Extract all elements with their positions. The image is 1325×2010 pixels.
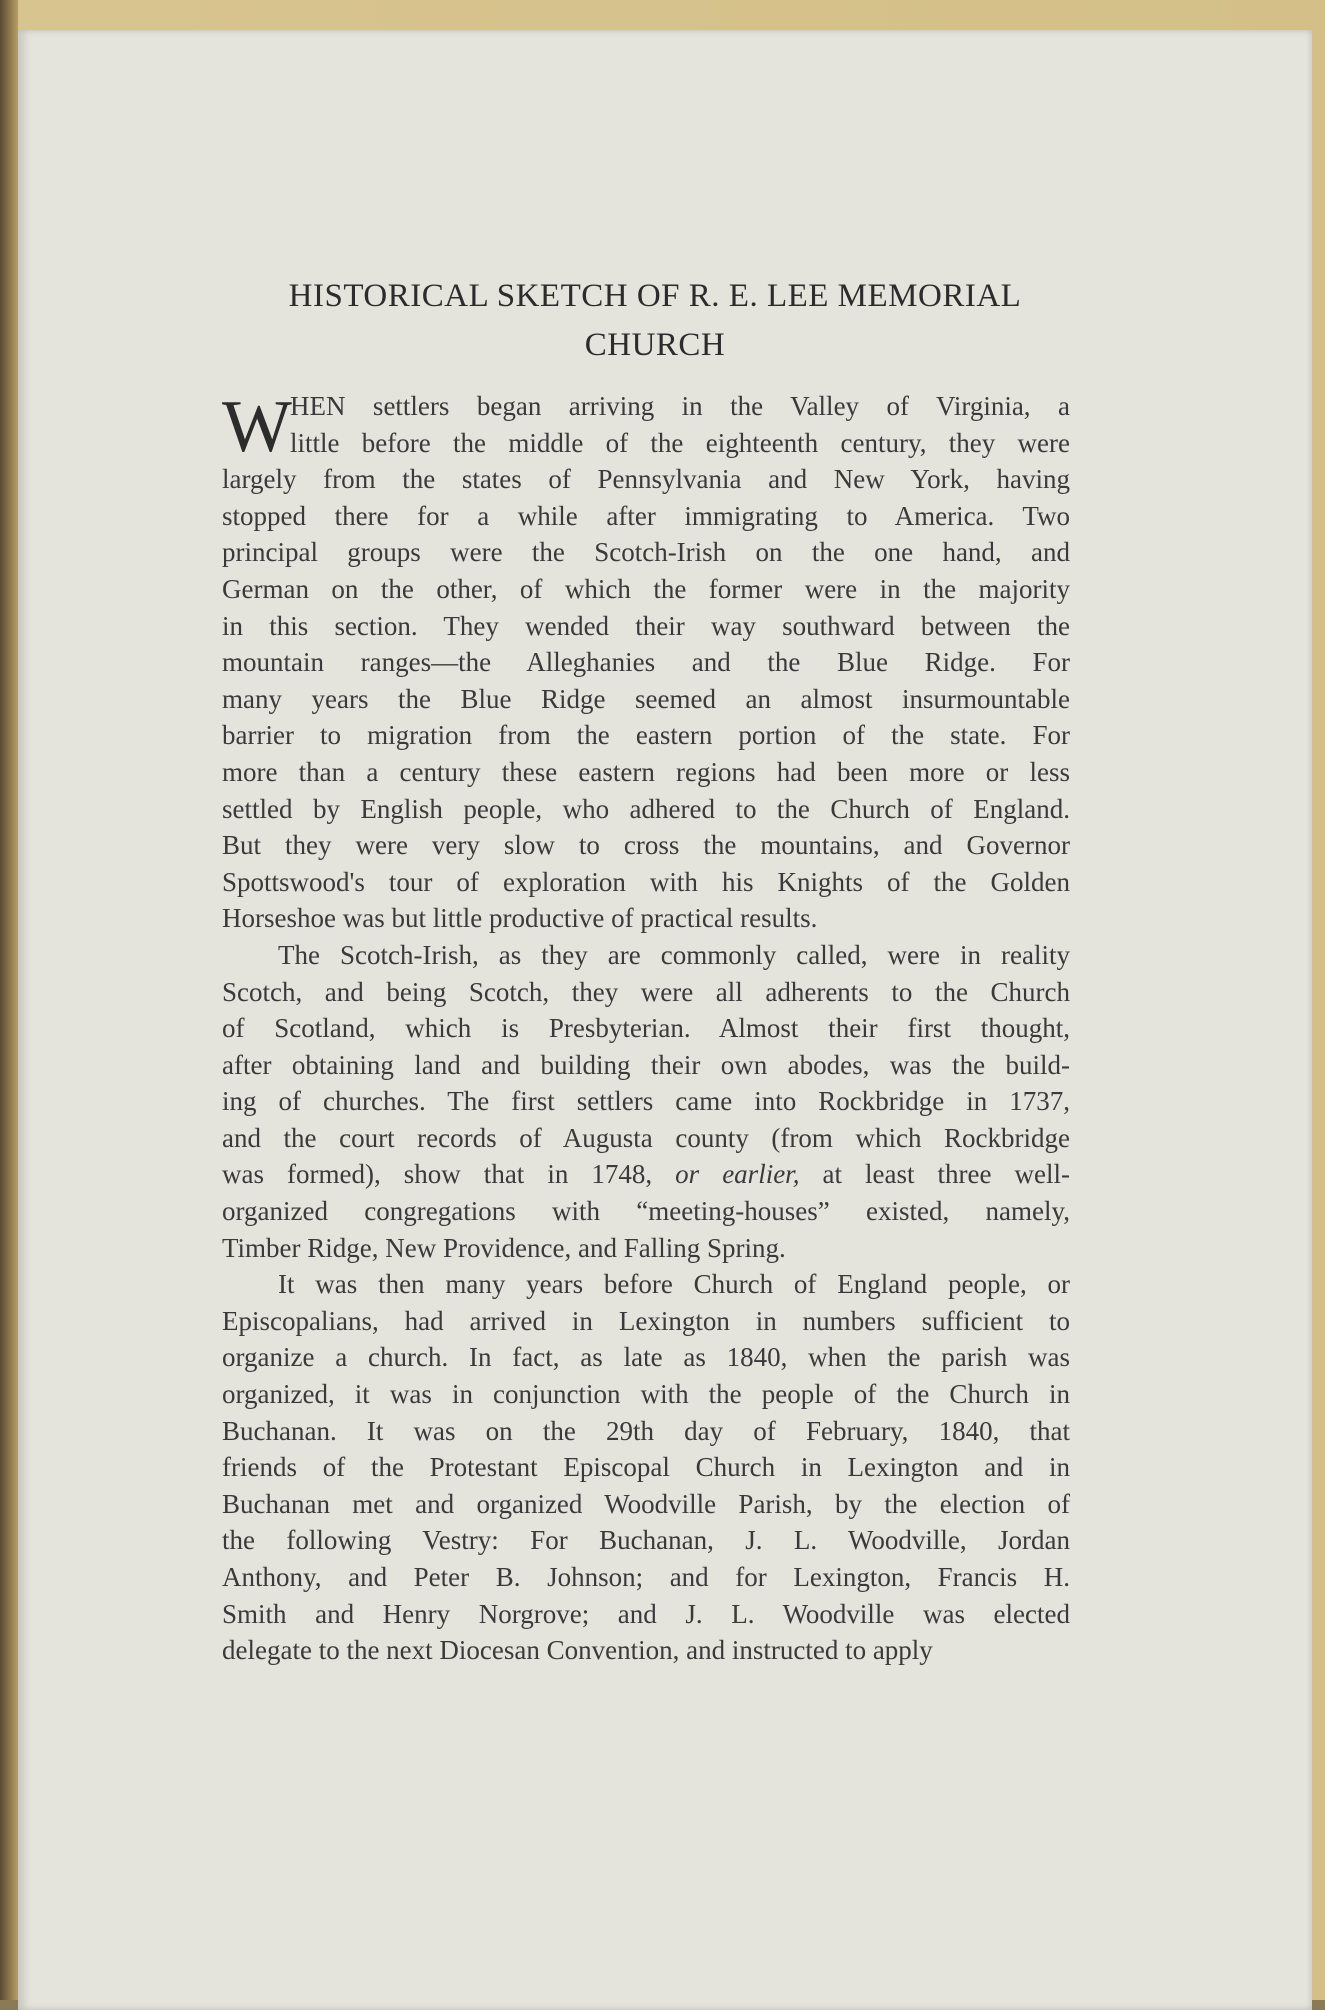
article-body [222,388,1070,1669]
text-line: Horseshoe was but little productive of practical results. [222,903,818,934]
text-line: stopped there for a while after immigrating to America. Two [222,500,1070,531]
text-line: Anthony, and Peter B. Johnson; and for Lexington, Francis H. [222,1562,1070,1592]
page-title: HISTORICAL SKETCH OF R. E. LEE MEMORIAL [288,278,1022,314]
text-line: largely from the states of Pennsylvania and New York, having [222,464,1070,495]
text-line: German on the other, of which the former were in the majority [222,573,1070,604]
text-line: settled by English people, who adhered to the Church of England. [222,793,1070,824]
text-line: organize a church. In fact, as late as 1840, when the parish was [222,1342,1070,1373]
page-title-continued: CHURCH [584,327,726,363]
text-line: the following Vestry: For Buchanan, J. L. Woodville, Jordan [222,1525,1070,1556]
text-line: more than a century these eastern regions had been more or less [222,756,1070,787]
text-line: organized, it was in conjunction with the people of the Church in [222,1379,1070,1410]
text-line: Episcopalians, had arrived in Lexington in numbers sufficient to [222,1305,1070,1336]
text-segment: was formed), show that in 1748, [222,1159,676,1190]
text-line: Timber Ridge, New Providence, and Falling Spring. [222,1232,786,1263]
text-line: Spottswood's tour of exploration with his Knights of the Golden [222,866,1070,897]
text-line: mountain ranges—the Alleghanies and the Blue Ridge. For [222,647,1070,678]
text-line: HEN settlers began arriving in the Valley of Virginia, a [290,391,1070,421]
text-line: barrier to migration from the eastern portion of the state. For [222,720,1070,751]
book-spine [0,0,18,2000]
text-segment: at least three well- [799,1159,1070,1190]
text-line: Smith and Henry Norgrove; and J. L. Woodville was elected [222,1598,1070,1629]
text-line: organized congregations with “meeting-houses” existed, namely, [222,1196,1070,1227]
italic-phrase: or earlier, [675,1159,800,1190]
text-line: delegate to the next Diocesan Convention, and instructed to apply [222,1635,933,1666]
text-line: The Scotch-Irish, as they are commonly called, were in reality [278,939,1070,970]
text-line: ing of churches. The first settlers came into Rockbridge in 1737, [222,1086,1070,1117]
text-line: and the court records of Augusta county (from which Rockbridge [222,1122,1070,1153]
text-line: Buchanan met and organized Woodville Parish, by the election of [222,1488,1070,1519]
text-line: little before the middle of the eighteenth century, they were [290,427,1070,458]
text-line: many years the Blue Ridge seemed an almost insurmountable [222,683,1070,714]
text-line: Scotch, and being Scotch, they were all adherents to the Church [222,976,1070,1007]
text-line: of Scotland, which is Presbyterian. Almost their first thought, [222,1013,1070,1044]
text-line: after obtaining land and building their own abodes, was the build- [222,1049,1070,1080]
text-line: Buchanan. It was on the 29th day of February, 1840, that [222,1415,1070,1446]
text-line [222,1156,1070,1193]
text-line: friends of the Protestant Episcopal Church in Lexington and in [222,1452,1070,1483]
text-line: principal groups were the Scotch-Irish on the one hand, and [222,537,1070,568]
drop-cap: W [222,386,292,468]
text-line: But they were very slow to cross the mountains, and Governor [222,830,1070,861]
text-line: in this section. They wended their way southward between the [222,610,1070,641]
text-line: It was then many years before Church of England people, or [278,1269,1070,1300]
